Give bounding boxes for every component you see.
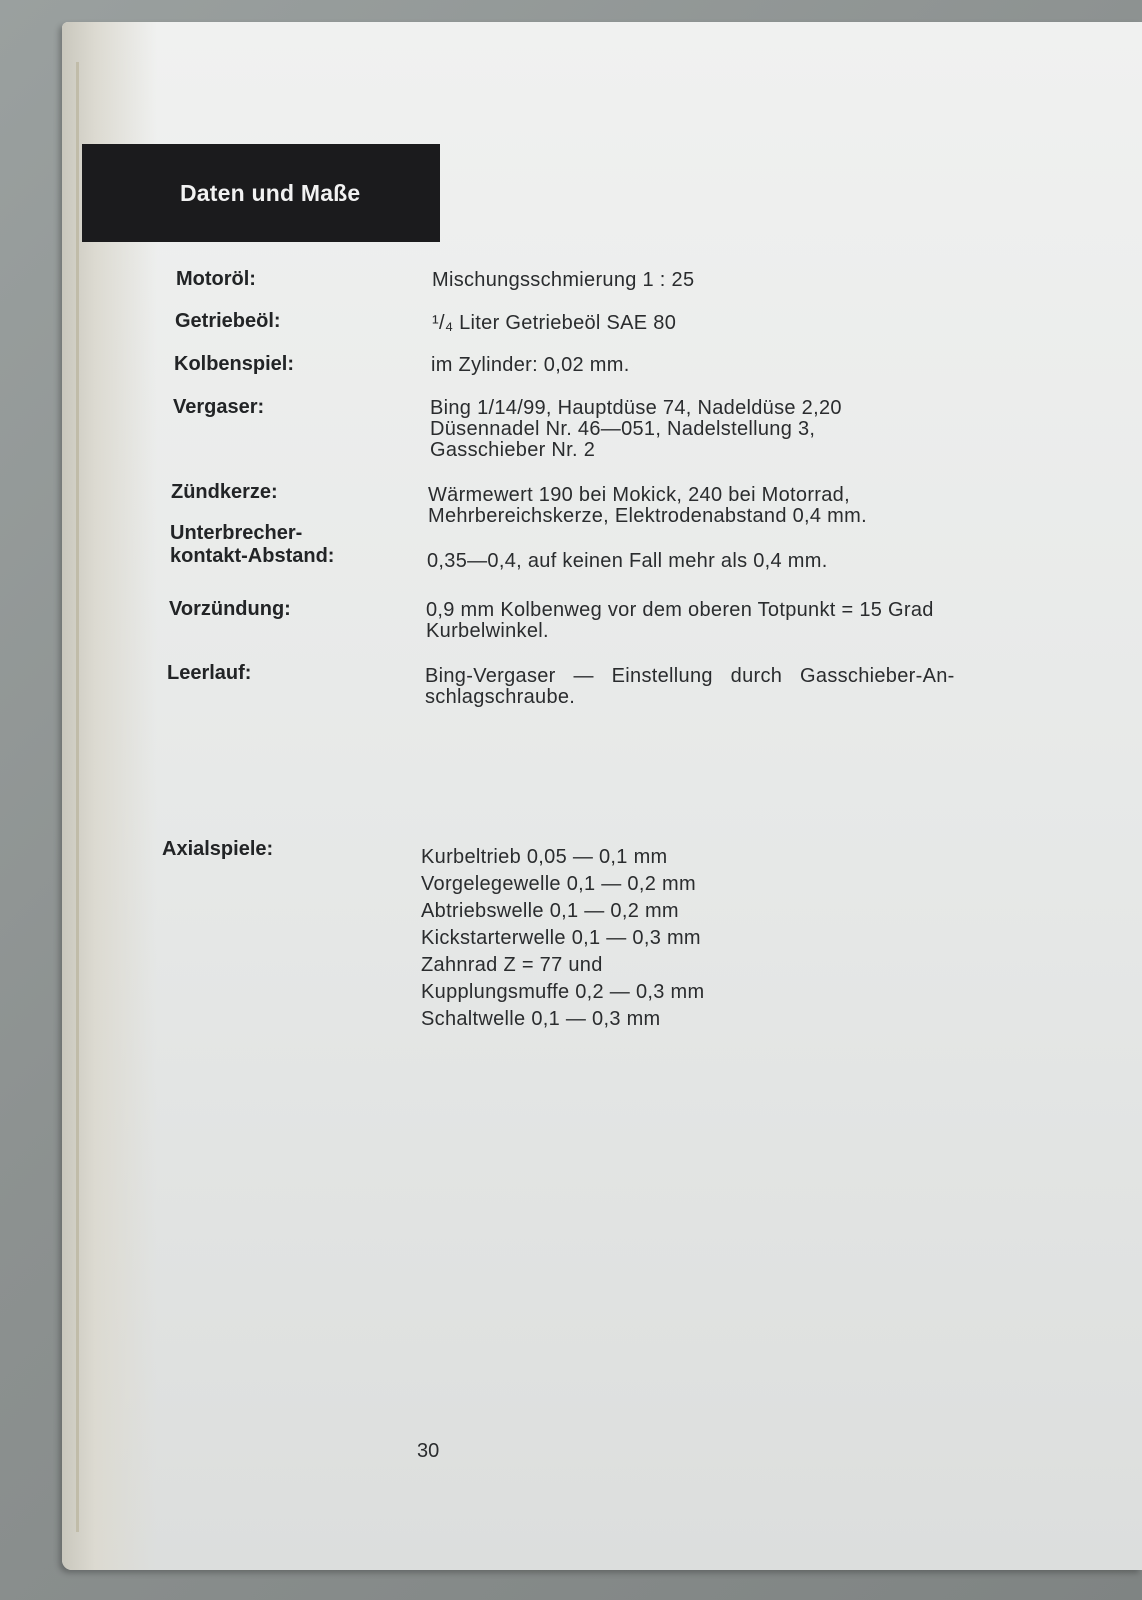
spec-value-line: 0,9 mm Kolbenweg vor dem oberen Totpunkt = 15 Grad xyxy=(426,599,934,621)
axial-item: Vorgelegewelle 0,1 — 0,2 mm xyxy=(421,873,696,895)
axial-item: Abtriebswelle 0,1 — 0,2 mm xyxy=(421,900,679,922)
spec-value-leerlauf xyxy=(425,666,955,708)
page-number: 30 xyxy=(417,1440,440,1462)
spec-value-zuendkerze xyxy=(428,485,867,527)
spec-value-line: Bing 1/14/99, Hauptdüse 74, Nadeldüse 2,20 xyxy=(430,397,842,419)
axial-item: Schaltwelle 0,1 — 0,3 mm xyxy=(421,1008,661,1030)
spec-value-line: schlagschraube. xyxy=(425,686,576,708)
spec-value-getriebeoel xyxy=(432,313,676,334)
spec-label-line: Unterbrecher- xyxy=(170,522,303,544)
spec-label-vorzuendung: Vorzündung: xyxy=(169,598,291,620)
spec-label-motoroel: Motoröl: xyxy=(176,268,256,290)
spec-value-line: ¹/₄ Liter Getriebeöl SAE 80 xyxy=(432,312,677,334)
spec-label-getriebeoel: Getriebeöl: xyxy=(175,310,281,332)
spec-value-line: 0,35—0,4, auf keinen Fall mehr als 0,4 mm. xyxy=(427,550,828,572)
spec-value-vergaser xyxy=(430,398,842,461)
spec-label-leerlauf: Leerlauf: xyxy=(167,662,252,684)
spec-value-line: im Zylinder: 0,02 mm. xyxy=(431,354,630,376)
spec-value-kolbenspiel xyxy=(431,355,630,376)
spec-value-line: Gasschieber Nr. 2 xyxy=(430,439,596,461)
spec-label-vergaser: Vergaser: xyxy=(173,396,265,418)
section-title: Daten und Maße xyxy=(180,179,361,206)
spec-value-motoroel xyxy=(432,270,694,291)
spec-value-line: Wärmewert 190 bei Mokick, 240 bei Motorrad, xyxy=(428,484,850,506)
spec-value-vorzuendung xyxy=(426,600,934,642)
axial-item: Kurbeltrieb 0,05 — 0,1 mm xyxy=(421,846,668,868)
axial-list xyxy=(421,844,704,1033)
page-spine-line xyxy=(76,62,79,1532)
spec-value-unterbrecherkontakt xyxy=(427,551,828,572)
spec-value-line: Mischungsschmierung 1 : 25 xyxy=(432,269,695,291)
spec-value-line: Bing-Vergaser — Einstellung durch Gasschieber-An- xyxy=(425,665,955,687)
spec-value-line: Düsennadel Nr. 46—051, Nadelstellung 3, xyxy=(430,418,816,440)
axial-label: Axialspiele: xyxy=(162,838,274,860)
axial-item: Zahnrad Z = 77 und xyxy=(421,954,603,976)
spec-label-unterbrecherkontakt xyxy=(170,522,334,568)
axial-item: Kickstarterwelle 0,1 — 0,3 mm xyxy=(421,927,701,949)
manual-page xyxy=(62,22,1142,1570)
spec-label-zuendkerze: Zündkerze: xyxy=(171,481,278,503)
spec-value-line: Mehrbereichskerze, Elektrodenabstand 0,4 mm. xyxy=(428,505,867,527)
axial-item: Kupplungsmuffe 0,2 — 0,3 mm xyxy=(421,981,705,1003)
section-header-bar xyxy=(82,144,440,242)
spec-label-kolbenspiel: Kolbenspiel: xyxy=(174,353,295,375)
spec-value-line: Kurbelwinkel. xyxy=(426,620,549,642)
spec-label-line: kontakt-Abstand: xyxy=(170,545,335,567)
